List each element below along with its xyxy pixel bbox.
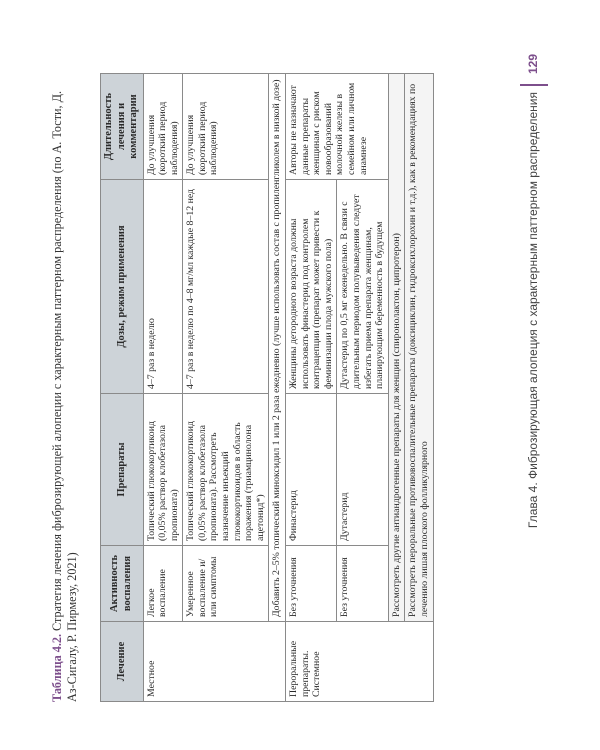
table-caption xyxy=(50,74,80,702)
table-row xyxy=(286,74,337,702)
cell-activity: Без уточнения xyxy=(286,546,337,622)
cell-drugs: Топический глюкокортикоид (0,05% раствор клобетазола пропионата) xyxy=(143,394,183,546)
header-drugs: Препараты xyxy=(101,394,144,546)
header-dose: Дозы, режим применения xyxy=(101,180,144,394)
cell-dose: Женщины детородного возраста должны использовать финастерид под контролем контрацепции (препарат может привести к феминизации плода мужского пола) xyxy=(286,180,337,394)
chapter-title: Глава 4. Фиброзирующая алопеция с характерным паттерном распределения xyxy=(526,92,540,529)
cell-duration: До улучшения (короткий период наблюдения) xyxy=(183,74,269,180)
treatment-table xyxy=(100,73,434,702)
cell-dose: 4–7 раз в неделю xyxy=(143,180,183,394)
header-duration: Длительность лечения и комментарии xyxy=(101,74,144,180)
table-header-row xyxy=(101,74,144,702)
cell-activity: Умеренное воспаление и/или симптомы xyxy=(183,546,269,622)
cell-drugs: Финастерид xyxy=(286,394,337,546)
table-row xyxy=(143,74,183,702)
cell-drugs: Топический глюкокортикоид (0,05% раствор клобетазола пропионата). Рассмотреть назначение инъекций глюкокортикоидов в область поражения (триамцинолона ацетонид*) xyxy=(183,394,269,546)
page-footer xyxy=(520,40,550,740)
cell-duration: Авторы не назначают данные препараты женщинам с риском новообразований молочной железы в семейном или личном анамнезе xyxy=(286,74,389,180)
footer-divider xyxy=(520,84,548,86)
table-row xyxy=(405,74,433,702)
table-row xyxy=(269,74,286,702)
cell-dose: 4–7 раз в неделю по 4–8 мг/мл каждые 8–12 нед xyxy=(183,180,269,394)
table-row xyxy=(388,74,405,702)
header-treatment: Лечение xyxy=(101,622,144,702)
header-activity: Активность воспаления xyxy=(101,546,144,622)
cell-antiinflammatory-note: Рассмотреть пероральные противовоспалительные препараты (доксициклин, гидроксихлорохин и т.д.), как в рекомендациях по лечению лишая плоского фолликулярного xyxy=(405,74,433,622)
page-number: 129 xyxy=(526,54,540,75)
rotated-page xyxy=(50,40,560,740)
table-row xyxy=(183,74,269,702)
cell-activity: Легкое воспаление xyxy=(143,546,183,622)
cell-dose: Дутастерид по 0,5 мг еженедельно. В связи с длительным периодом полувыведения следует избегать приема препарата женщинам, планирующим беременность в будущем xyxy=(337,180,388,394)
cell-drugs: Дутастерид xyxy=(337,394,388,546)
caption-label: Таблица 4.2. xyxy=(50,633,64,702)
cell-treatment: Местное xyxy=(143,622,286,702)
cell-activity: Без уточнения xyxy=(337,546,388,622)
caption-text: Стратегия лечения фиброзирующей алопеции с характерным паттерном распределения (по А. Тости, Д. Аз-Сигалу, Р. Пирмезу, 2021) xyxy=(50,90,79,702)
cell-duration: До улучшения (короткий период наблюдения) xyxy=(143,74,183,180)
cell-treatment: Пероральные препараты. Системное xyxy=(286,622,434,702)
cell-minoxidil-note: Добавить 2–5% топический миноксидил 1 или 2 раза ежедневно (лучше использовать состав с пропиленгликолем в низкой дозе) xyxy=(269,74,286,622)
cell-antiandrogen-note: Рассмотреть другие антиандрогенные препараты для женщин (спиронолактон, ципротерон) xyxy=(388,74,405,622)
